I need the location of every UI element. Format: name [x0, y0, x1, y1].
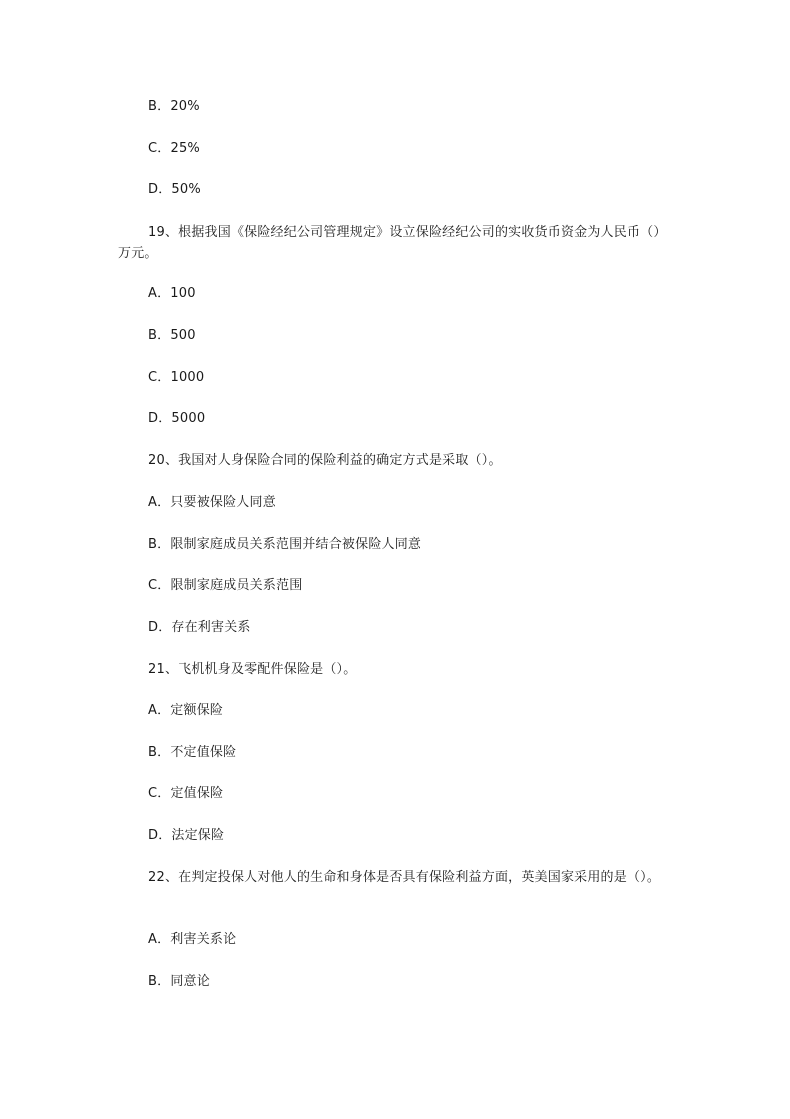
q20-option-b: B．限制家庭成员关系范围并结合被保险人同意: [148, 537, 422, 552]
q21-option-d: D．法定保险: [148, 828, 225, 843]
q18-option-c: C．25%: [148, 141, 200, 156]
q22-text: 22、在判定投保人对他人的生命和身体是否具有保险利益方面，英美国家采用的是（）。: [148, 870, 661, 885]
q22-option-a: A．利害关系论: [148, 932, 237, 947]
q20-option-a: A．只要被保险人同意: [148, 495, 276, 510]
q21-option-c: C．定值保险: [148, 786, 224, 801]
q21-option-b: B．不定值保险: [148, 745, 237, 760]
q20-text: 20、我国对人身保险合同的保险利益的确定方式是采取（）。: [148, 453, 502, 468]
q20-option-c: C．限制家庭成员关系范围: [148, 578, 303, 593]
q18-option-d: D．50%: [148, 182, 201, 197]
q20-option-d: D．存在利害关系: [148, 620, 251, 635]
q19-option-c: C．1000: [148, 370, 205, 385]
q19-option-d: D．5000: [148, 411, 206, 426]
q19-option-b: B．500: [148, 328, 196, 343]
q18-option-b: B．20%: [148, 99, 200, 114]
q21-text: 21、飞机机身及零配件保险是（）。: [148, 662, 357, 677]
q19-option-a: A．100: [148, 286, 196, 301]
q19-text: 19、根据我国《保险经纪公司管理规定》设立保险经纪公司的实收货币资金为人民币（）万元。: [118, 225, 661, 261]
q21-option-a: A．定额保险: [148, 703, 224, 718]
q22-option-b: B．同意论: [148, 974, 210, 989]
